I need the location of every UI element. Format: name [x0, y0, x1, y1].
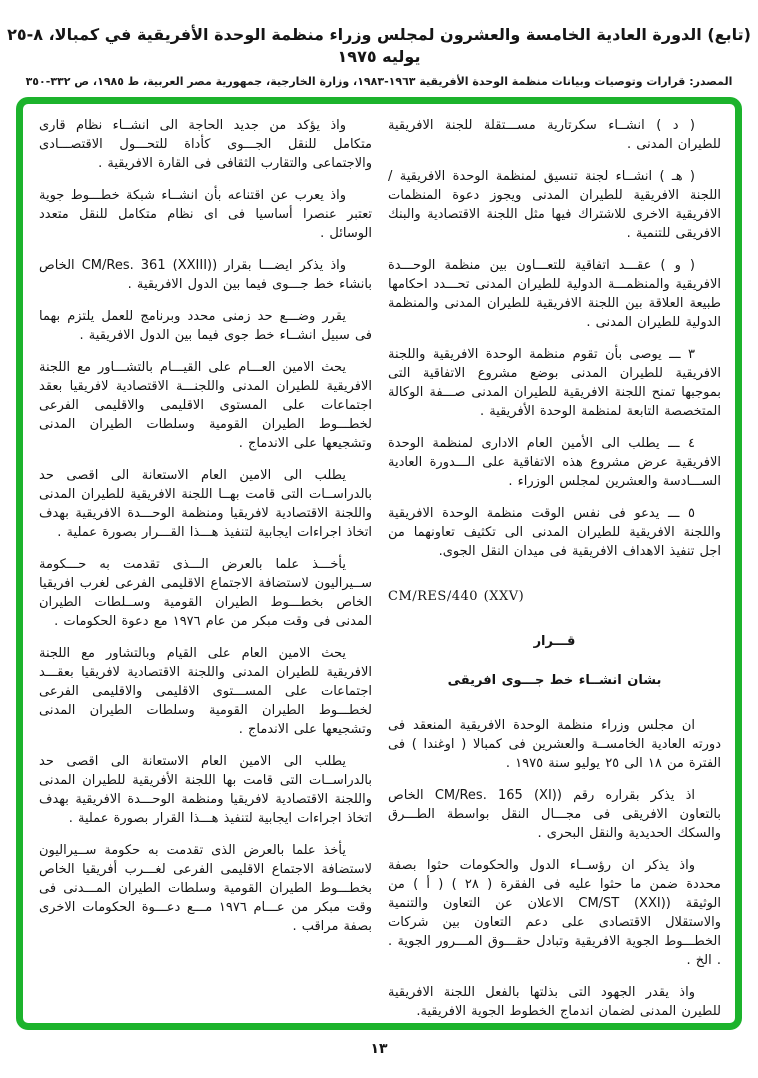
- green-border-box: [16, 97, 742, 1030]
- paragraph-note-sierraleone-1: يأخـــذ علما بالعرض الـــذى تقدمت به حـــكومة ســيراليون لاستضافة الاجتماع الاقليمى الفرعى لغرب افريقيا الخاص بخطـــوط الطيران القومية وســلطات الطيران المدنى فى وقت مبكر من عام ١٩٧٦ مع دعوة الحكومات .: [39, 557, 372, 629]
- two-column-layout: [39, 116, 721, 1019]
- paragraph-clause-5: ٥ ـــ يدعو فى نفس الوقت منظمة الوحدة الافريقية واللجنة الافريقية للطيران المدنى الى تكثيف تعاونهما من اجل تنفيذ الاهداف الافريقية فى ميدان النقل الجوى.: [388, 506, 721, 559]
- paragraph-clause-3: ٣ ـــ يوصى بأن تقوم منظمة الوحدة الافريقية واللجنة الافريقية للطيران المدنى بوضع مشروع الاتفاقية التى بموجبها تمنح اللجنة الافريقية للطيران المدنى صـــفة الوكالة المتخصصة التابعة لمنظمة الوحدة الأفريقية .: [388, 347, 721, 419]
- page-number: ١٣: [370, 1041, 388, 1057]
- paragraph-recall-declaration: واذ يذكر ان رؤســاء الدول والحكومات حثوا بصفة محددة ضمن ما حثوا عليه فى الفقرة ( ٢٨ ) ( أ ) من الوثيقة (CM/ST (XXI) الاعلان عن التعاون والتنمية والاستقلال الاقتصادى على دعم التعاون بين شركات الخطـــوط الجوية الافريقية وتبادل حقـــوق المـــرور الجوية . . الخ .: [388, 858, 721, 968]
- header-source-citation: المصدر: قرارات وتوصيات وبيانات منظمة الوحدة الأفريقية ١٩٦٣-١٩٨٣، وزارة الخارجية، جمهورية مصر العربية، ط ١٩٨٥، ص ٣٣٢-٣٥٠: [25, 75, 733, 89]
- paragraph-recall-res361: واذ يذكر ايضـــا بقرار (CM/Res. 361 (XXIII) الخاص بانشاء خط جـــوى فيما بين الدول الافريقية .: [39, 258, 372, 292]
- paragraph-urge-sg-meetings-1: يحث الامين العـــام على القيـــام بالتشـــاور مع اللجنة الافريقية للطيران المدنى واللجنـــة الاقتصادية لافريقيا بعقد اجتماعات على المستوى الاقليمى والاقليمى الفرعى لخطـــوط الطيران القومية وسلطات الطيران المدنى وتشجيعها على الاندماج .: [39, 360, 372, 451]
- column-left: [39, 116, 372, 1013]
- resolution-heading: قـــرار: [533, 634, 576, 649]
- paragraph-item-d: ( د ) انشــاء سكرتارية مســـتقلة للجنة الافريقية للطيران المدنى .: [388, 118, 721, 152]
- resolution-reference: CM/RES/440 (XXV): [388, 589, 525, 604]
- page-header: [0, 0, 758, 88]
- paragraph-item-w: ( و ) عقـــد اتفاقية للتعـــاون بين منظمة الوحـــدة الافريقية والمنظمـــة الدولية للطيران المدنى تحـــدد احكامها طبيعة العلاقة بين اللجنة الافريقية للطيران المدنى والمنظمة الدولية للطيران المدنى .: [388, 258, 721, 330]
- paragraph-council-session: ان مجلس وزراء منظمة الوحدة الافريقية المنعقد فى دورته العادية الخامســة والعشرين فى كمبالا ( اوغندا ) فى الفترة من ١٨ الى ٢٥ يوليو سنة ١٩٧٥ .: [388, 718, 721, 771]
- paragraph-note-sierraleone-2: يأخذ علما بالعرض الذى تقدمت به حكومة ســيراليون لاستضافة الاجتماع الاقليمى الفرعى لغـــرب أفريقيا الخاص بخطـــوط الطيران القومية وسلطات الطيران المـــدنى فى وقت مبكر من عـــام ١٩٧٦ مـــع دعـــوة الحكومات الاخرى بصفة مراقب .: [39, 843, 372, 934]
- column-right: [388, 116, 721, 1019]
- resolution-subject: بشان انشــاء خط جـــوى افريقى: [447, 673, 662, 688]
- paragraph-decide-deadline: يقرر وضـــع حد زمنى محدد وبرنامج للعمل يلتزم بهما فى سبيل انشــاء خط جوى فيما بين الدول الافريقية .: [39, 309, 372, 343]
- paragraph-urge-sg-meetings-2: يحث الامين العام على القيام وبالتشاور مع اللجنة الافريقية للطيران المدنى واللجنة الاقتصادية لافريقيا بعقـــد اجتماعات على المســـتوى الاقليمى والاقليمى الفرعى لخطـــوط الطيران القومية وسلطات الطيران المدنى وتشجيعها على الاندماج .: [39, 646, 372, 737]
- page-footer: [0, 1038, 758, 1057]
- paragraph-clause-4: ٤ ـــ يطلب الى الأمين العام الادارى لمنظمة الوحدة الافريقية عرض مشروع هذه الاتفاقية على الـــدورة العادية الســـادسة والعشرين لمجلس الوزراء .: [388, 436, 721, 489]
- paragraph-request-studies-1: يطلب الى الامين العام الاستعانة الى اقصى حد بالدراســات التى قامت بهــا اللجنة الافريقية للطيران المدنى واللجنة الاقتصادية لافريقيا ومنظمة الوحـــدة الافريقية بهدف اتخاذ اجراءات ايجابية لتنفيذ هـــذا القـــرار بصورة عملية .: [39, 468, 372, 540]
- header-session-title: (تابع) الدورة العادية الخامسة والعشرون لمجلس وزراء منظمة الوحدة الأفريقية في كمبالا، ٨-٢٥ يوليه ١٩٧٥: [7, 25, 751, 66]
- paragraph-item-h: ( هـ ) انشــاء لجنة تنسيق لمنظمة الوحدة الافريقية / اللجنة الافريقية للطيران المدنى ويجوز دعوة المنظمات الافريقية الاخرى للاشتراك فيها مثل اللجنة الاقتصادية والبنك الافريقى للتنمية .: [388, 169, 721, 241]
- paragraph-conviction-network: واذ يعرب عن اقتناعه بأن انشــاء شبكة خطـــوط جوية تعتبر عنصرا أساسيا فى اى نظام متكامل للنقل متعدد الوسائل .: [39, 188, 372, 241]
- paragraph-appreciate-efforts: واذ يقدر الجهود التى بذلتها بالفعل اللجنة الافريقية للطيرن المدنى لضمان اندماج الخطوط الجوية الافريقية.: [388, 985, 721, 1019]
- paragraph-recall-res165: اذ يذكر بقراره رقم (CM/Res. 165 (XI) الخاص بالتعاون الافريقى فى مجـــال النقل بواسطة الطـــرق والسكك الحديدية والنقل البحرى .: [388, 788, 721, 841]
- paragraph-request-studies-2: يطلب الى الامين العام الاستعانة الى اقصى حد بالدراســات التى قامت بها اللجنة الأفريقية للطيران المدنى واللجنة الاقتصادية لافريقيا ومنظمة الوحـــدة الافريقية بهدف اتخاذ اجراءات ايجابية لتنفيذ هـــذا القرار بصورة عملية .: [39, 754, 372, 826]
- paragraph-reaffirm-need: واذ يؤكد من جديد الحاجة الى انشــاء نظام قارى متكامل للنقل الجـــوى كأداة للتحـــول الاقتصـــادى والاجتماعى والتقارب الثقافى فى القارة الافريقية .: [39, 118, 372, 171]
